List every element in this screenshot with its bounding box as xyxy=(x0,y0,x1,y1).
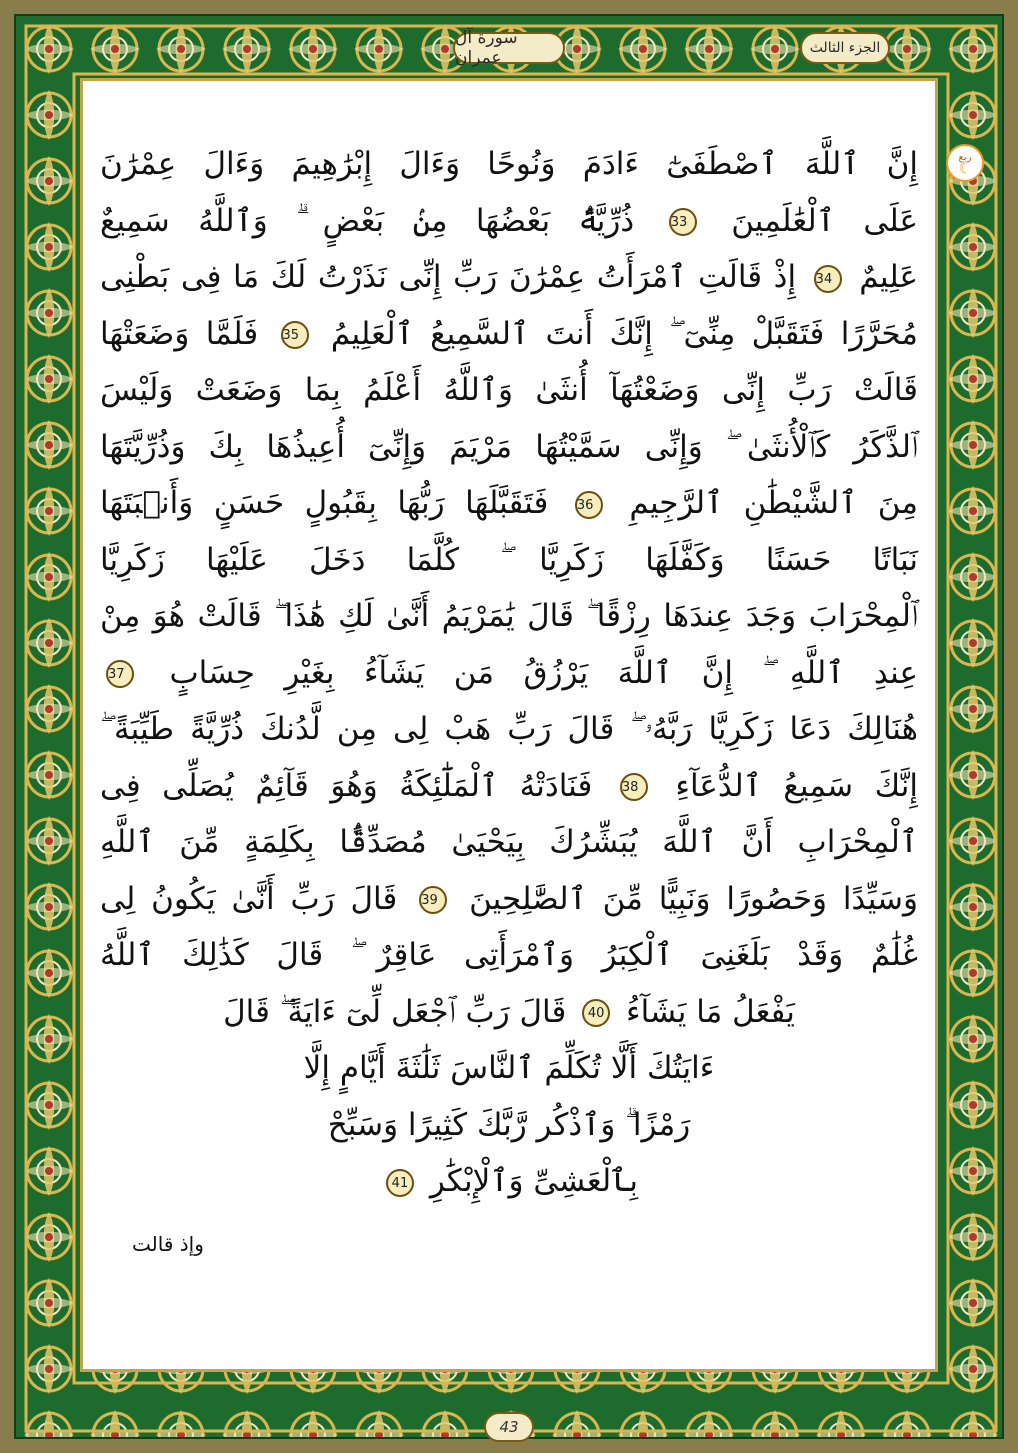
verse-line xyxy=(100,479,918,529)
surah-title: سورة آل عمران xyxy=(453,32,565,64)
verse-line xyxy=(100,818,918,868)
verse-line xyxy=(100,366,918,416)
crescent-icon: ☾ xyxy=(958,160,972,177)
verse-text: عَلِيمٌ xyxy=(859,259,918,295)
verse-text: فَتَقَبَّلَهَا رَبُّهَا بِقَبُولٍ حَسَنٍ وَأَنۢبَتَهَا xyxy=(100,485,549,521)
ayah-number-marker: 36 xyxy=(575,491,603,519)
verse-line xyxy=(100,1157,918,1207)
verse-line xyxy=(100,1101,918,1151)
verse-text: هُنَالِكَ دَعَا زَكَرِيَّا رَبَّهُۥ ۖ قَالَ رَبِّ هَبْ لِى مِن لَّدُنكَ ذُرِّيَّةً طَيِّبَةً ۖ xyxy=(100,711,918,747)
juz-label: الجزء الثالث xyxy=(800,32,890,64)
ayah-number-marker: 40 xyxy=(582,999,610,1027)
verse-text: عَلَى ٱلْعَٰلَمِينَ xyxy=(731,202,918,239)
verse-line xyxy=(100,1044,918,1094)
verse-line xyxy=(100,592,918,642)
verse-line xyxy=(100,762,918,812)
verse-line xyxy=(100,705,918,755)
verse-line xyxy=(100,310,918,360)
ayah-number-marker: 37 xyxy=(106,660,134,688)
verse-text: فَنَادَتْهُ ٱلْمَلَٰٓئِكَةُ وَهُوَ قَآئِمٌ يُصَلِّى فِى xyxy=(100,767,593,804)
verse-line xyxy=(100,536,918,586)
verse-text: وَسَيِّدًا وَحَصُورًا وَنَبِيًّا مِّنَ ٱلصَّٰلِحِينَ xyxy=(469,880,919,917)
ayah-number-marker: 38 xyxy=(620,773,648,801)
verse-text: ٱلْمِحْرَابَ وَجَدَ عِندَهَا رِزْقًا ۖ قَالَ يَٰمَرْيَمُ أَنَّىٰ لَكِ هَٰذَا ۖ قَالَتْ هُوَ مِنْ xyxy=(100,598,918,634)
verse-line xyxy=(100,253,918,303)
verse-text: غُلَٰمٌ وَقَدْ بَلَغَنِىَ ٱلْكِبَرُ وَٱمْرَأَتِى عَاقِرٌ ۖ قَالَ كَذَٰلِكَ ٱللَّهُ xyxy=(100,937,918,973)
verse-text: ذُرِّيَّةًۢ بَعْضُهَا مِنۢ بَعْضٍ ۗ وَٱللَّهُ سَمِيعٌ xyxy=(100,202,635,239)
verse-line xyxy=(100,140,918,190)
verse-text: مُحَرَّرًا فَتَقَبَّلْ مِنِّىٓ ۖ إِنَّكَ أَنتَ ٱلسَّمِيعُ ٱلْعَلِيمُ xyxy=(330,315,919,352)
ayah-number-marker: 33 xyxy=(669,208,697,236)
catchword: وإذ قالت xyxy=(132,1232,204,1256)
verse-line xyxy=(100,649,918,699)
verse-text: رَمْزًا ۗ وَٱذْكُر رَّبَّكَ كَثِيرًا وَسَبِّحْ xyxy=(327,1106,691,1143)
verse-line xyxy=(100,197,918,247)
verse-text: فَلَمَّا وَضَعَتْهَا xyxy=(100,315,259,352)
rub-label: ربع xyxy=(958,151,972,163)
verse-text: عِندِ ٱللَّهِ ۖ إِنَّ ٱللَّهَ يَرْزُقُ مَن يَشَآءُ بِغَيْرِ حِسَابٍ xyxy=(169,654,919,691)
verse-text: نَبَاتًا حَسَنًا وَكَفَّلَهَا زَكَرِيَّا ۖ كُلَّمَا دَخَلَ عَلَيْهَا زَكَرِيَّا xyxy=(100,541,918,578)
ayah-number-marker: 34 xyxy=(814,265,842,293)
rub-hizb-marker xyxy=(946,144,984,182)
verse-text: ٱلذَّكَرُ كَٱلْأُنثَىٰ ۖ وَإِنِّى سَمَّيْتُهَا مَرْيَمَ وَإِنِّىٓ أُعِيذُهَا بِكَ وَذُرِّيَّتَهَا xyxy=(100,428,918,465)
verse-text: يَفْعَلُ مَا يَشَآءُ xyxy=(626,993,795,1030)
verse-line xyxy=(100,423,918,473)
ayah-number-marker: 35 xyxy=(281,321,309,349)
verse-text: إِنَّكَ سَمِيعُ ٱلدُّعَآءِ xyxy=(675,767,918,804)
verse-text: قَالَ رَبِّ ٱجْعَل لِّىٓ ءَايَةً ۖ قَالَ xyxy=(223,993,567,1030)
page-number: 43 xyxy=(484,1412,534,1442)
verse-text: ٱلْمِحْرَابِ أَنَّ ٱللَّهَ يُبَشِّرُكَ بِيَحْيَىٰ مُصَدِّقًۢا بِكَلِمَةٍ مِّنَ ٱللَّهِ xyxy=(100,824,918,860)
verse-text: قَالَ رَبِّ أَنَّىٰ يَكُونُ لِى xyxy=(100,880,398,917)
verse-line xyxy=(100,875,918,925)
verse-text: إِذْ قَالَتِ ٱمْرَأَتُ عِمْرَٰنَ رَبِّ إِنِّى نَذَرْتُ لَكَ مَا فِى بَطْنِى xyxy=(100,259,797,295)
verse-text: قَالَتْ رَبِّ إِنِّى وَضَعْتُهَآ أُنثَىٰ وَٱللَّهُ أَعْلَمُ بِمَا وَضَعَتْ وَلَيْسَ xyxy=(100,372,918,408)
ayah-number-marker: 39 xyxy=(419,886,447,914)
verse-line xyxy=(100,988,918,1038)
verse-text: بِٱلْعَشِىِّ وَٱلْإِبْكَٰرِ xyxy=(429,1163,639,1199)
ayah-number-marker: 41 xyxy=(386,1169,414,1197)
verse-text: مِنَ ٱلشَّيْطَٰنِ ٱلرَّجِيمِ xyxy=(629,485,918,521)
verse-text: إِنَّ ٱللَّهَ ٱصْطَفَىٰٓ ءَادَمَ وَنُوحًا وَءَالَ إِبْرَٰهِيمَ وَءَالَ عِمْرَٰنَ xyxy=(100,146,918,182)
verse-line xyxy=(100,931,918,981)
verse-text: ءَايَتُكَ أَلَّا تُكَلِّمَ ٱلنَّاسَ ثَلَٰثَةَ أَيَّامٍ إِلَّا xyxy=(303,1050,715,1086)
